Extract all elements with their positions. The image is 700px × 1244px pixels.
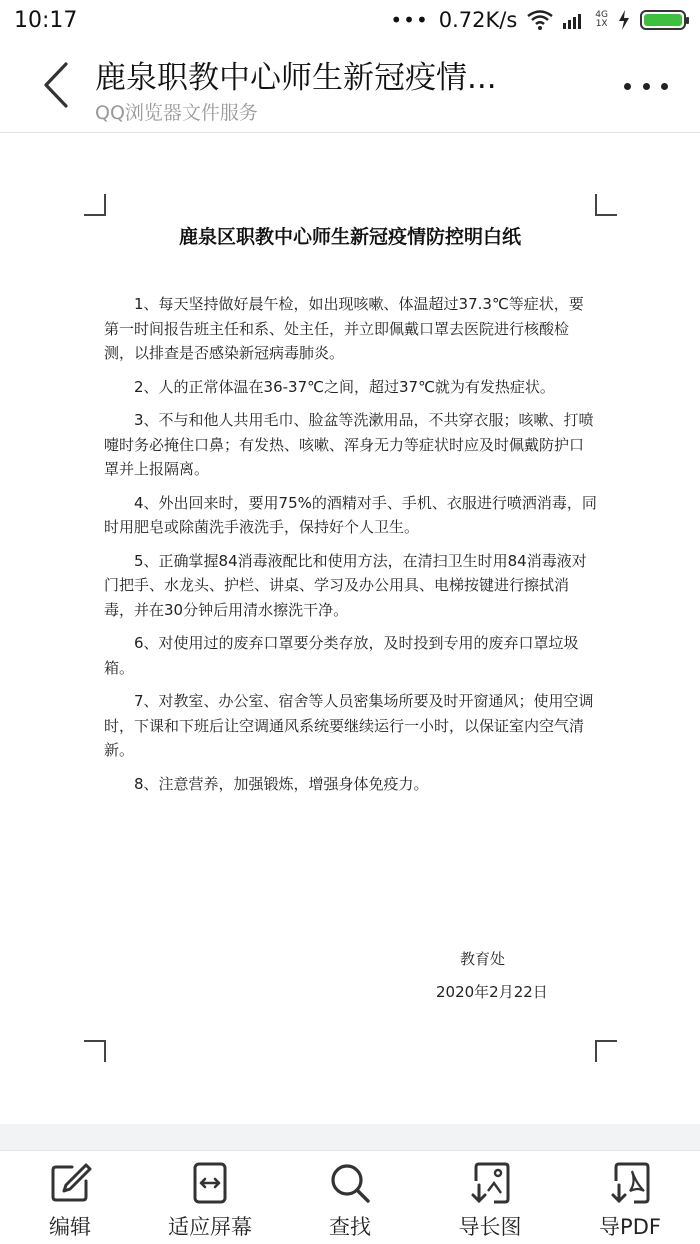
fit-screen-label: 适应屏幕	[168, 1215, 252, 1239]
document-title: 鹿泉区职教中心师生新冠疫情防控明白纸	[178, 226, 521, 248]
search-button[interactable]	[280, 1151, 420, 1244]
document-paragraph: 5、正确掌握84消毒液配比和使用方法，在清扫卫生时用84消毒液对门把手、水龙头、护栏、讲桌、学习及办公用具、电梯按键进行擦拭消毒，并在30分钟后用清水擦洗干净。	[104, 551, 587, 619]
pdf-export-icon	[608, 1161, 652, 1205]
crop-mark-bottom-left	[84, 1040, 106, 1062]
crop-mark-top-right	[595, 194, 617, 216]
signature-department: 教育处	[460, 950, 506, 968]
more-dot-icon	[661, 83, 668, 90]
network-type: 4G 1X	[595, 10, 608, 29]
document-paragraph: 7、对教室、办公室、宿舍等人员密集场所要及时开窗通风；使用空调时，下课和下班后让空调通风系统要继续运行一小时，以保证室内空气清新。	[104, 692, 594, 759]
status-bar	[0, 0, 700, 40]
search-icon	[328, 1161, 372, 1205]
more-dot-icon	[624, 83, 631, 90]
bottom-toolbar	[0, 1150, 700, 1244]
document-body	[104, 292, 598, 805]
long-image-icon	[468, 1161, 512, 1205]
document-paragraph: 3、不与和他人共用毛巾、脸盆等洗漱用品，不共穿衣服；咳嗽、打喷嚏时务必掩住口鼻；有发热、咳嗽、浑身无力等症状时应及时佩戴防护口罩并上报隔离。	[104, 411, 594, 478]
page-title: 鹿泉职教中心师生新冠疫情...	[95, 60, 497, 96]
fit-screen-button[interactable]	[140, 1151, 280, 1244]
search-label: 查找	[329, 1215, 371, 1239]
document-paragraph: 1、每天坚持做好晨午检，如出现咳嗽、体温超过37.3℃等症状，要第一时间报告班主任和系、处主任，并立即佩戴口罩去医院进行核酸检测，以排查是否感染新冠病毒肺炎。	[104, 295, 584, 362]
more-options-button[interactable]	[624, 66, 668, 106]
status-time: 10:17	[14, 7, 78, 33]
crop-mark-bottom-right	[595, 1040, 617, 1062]
edit-icon	[48, 1161, 92, 1205]
document-paragraph: 8、注意营养，加强锻炼，增强身体免疫力。	[134, 774, 429, 793]
export-long-image-label: 导长图	[458, 1215, 522, 1239]
document-paragraph: 4、外出回来时，要用75%的酒精对手、手机、衣服进行喷洒消毒，同时用肥皂或除菌洗手液洗手，保持好个人卫生。	[104, 493, 597, 536]
network-speed: 0.72K/s	[438, 8, 518, 32]
signature-date: 2020年2月22日	[436, 983, 548, 1001]
fit-screen-icon	[188, 1161, 232, 1205]
document-paragraph: 2、人的正常体温在36-37℃之间，超过37℃就为有发热症状。	[134, 377, 555, 396]
edit-label: 编辑	[49, 1215, 91, 1239]
more-dot-icon	[643, 83, 650, 90]
export-long-image-button[interactable]	[420, 1151, 560, 1244]
wifi-icon	[527, 10, 553, 30]
export-pdf-label: 导PDF	[599, 1215, 661, 1239]
title-bar	[0, 40, 700, 133]
document-paragraph: 6、对使用过的废弃口罩要分类存放，及时投到专用的废弃口罩垃圾箱。	[104, 634, 579, 677]
document-viewer[interactable]	[0, 134, 700, 1124]
crop-mark-top-left	[84, 194, 106, 216]
notification-dots: •••	[390, 8, 429, 32]
battery-icon	[640, 10, 686, 30]
signal-icon	[563, 11, 585, 29]
page-separator	[0, 1124, 700, 1150]
back-chevron-icon[interactable]	[32, 60, 82, 110]
export-pdf-button[interactable]	[560, 1151, 700, 1244]
edit-button[interactable]	[0, 1151, 140, 1244]
charging-icon	[618, 10, 630, 30]
page-subtitle: QQ浏览器文件服务	[95, 102, 258, 124]
